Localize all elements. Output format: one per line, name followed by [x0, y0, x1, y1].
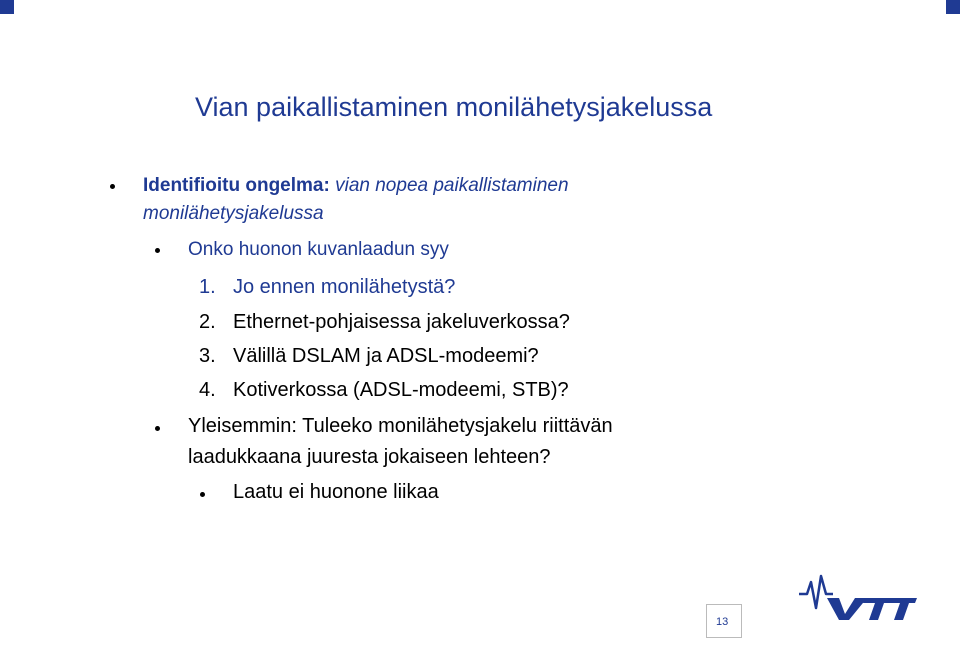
list-number: 3.	[199, 345, 216, 367]
generalization-line-2: laadukkaana juuresta jokaiseen lehteen?	[188, 446, 551, 468]
list-number: 1.	[199, 276, 216, 298]
list-number: 2.	[199, 311, 216, 333]
generalization-line-1: Yleisemmin: Tuleeko monilähetysjakelu riittävän	[188, 415, 613, 437]
bullet-dot	[110, 184, 115, 189]
corner-marker-top-left	[0, 0, 14, 14]
bullet-dot	[200, 492, 205, 497]
quality-note: Laatu ei huonone liikaa	[233, 481, 439, 503]
list-item: Jo ennen monilähetystä?	[233, 276, 456, 298]
sub-question: Onko huonon kuvanlaadun syy	[188, 239, 449, 260]
problem-label: Identifioitu ongelma:	[143, 175, 330, 196]
problem-line-1	[143, 172, 569, 200]
list-item: Ethernet-pohjaisessa jakeluverkossa?	[233, 311, 570, 333]
list-item: Välillä DSLAM ja ADSL-modeemi?	[233, 345, 539, 367]
problem-line-2: monilähetysjakelussa	[143, 203, 324, 224]
bullet-dot	[155, 426, 160, 431]
vtt-logo	[797, 574, 917, 624]
list-item: Kotiverkossa (ADSL-modeemi, STB)?	[233, 379, 569, 401]
problem-text: vian nopea paikallistaminen	[335, 175, 569, 196]
slide-title: Vian paikallistaminen monilähetysjakelussa	[195, 92, 713, 122]
page-number: 13	[716, 616, 729, 628]
list-number: 4.	[199, 379, 216, 401]
bullet-dot	[155, 248, 160, 253]
corner-marker-top-right	[946, 0, 960, 14]
